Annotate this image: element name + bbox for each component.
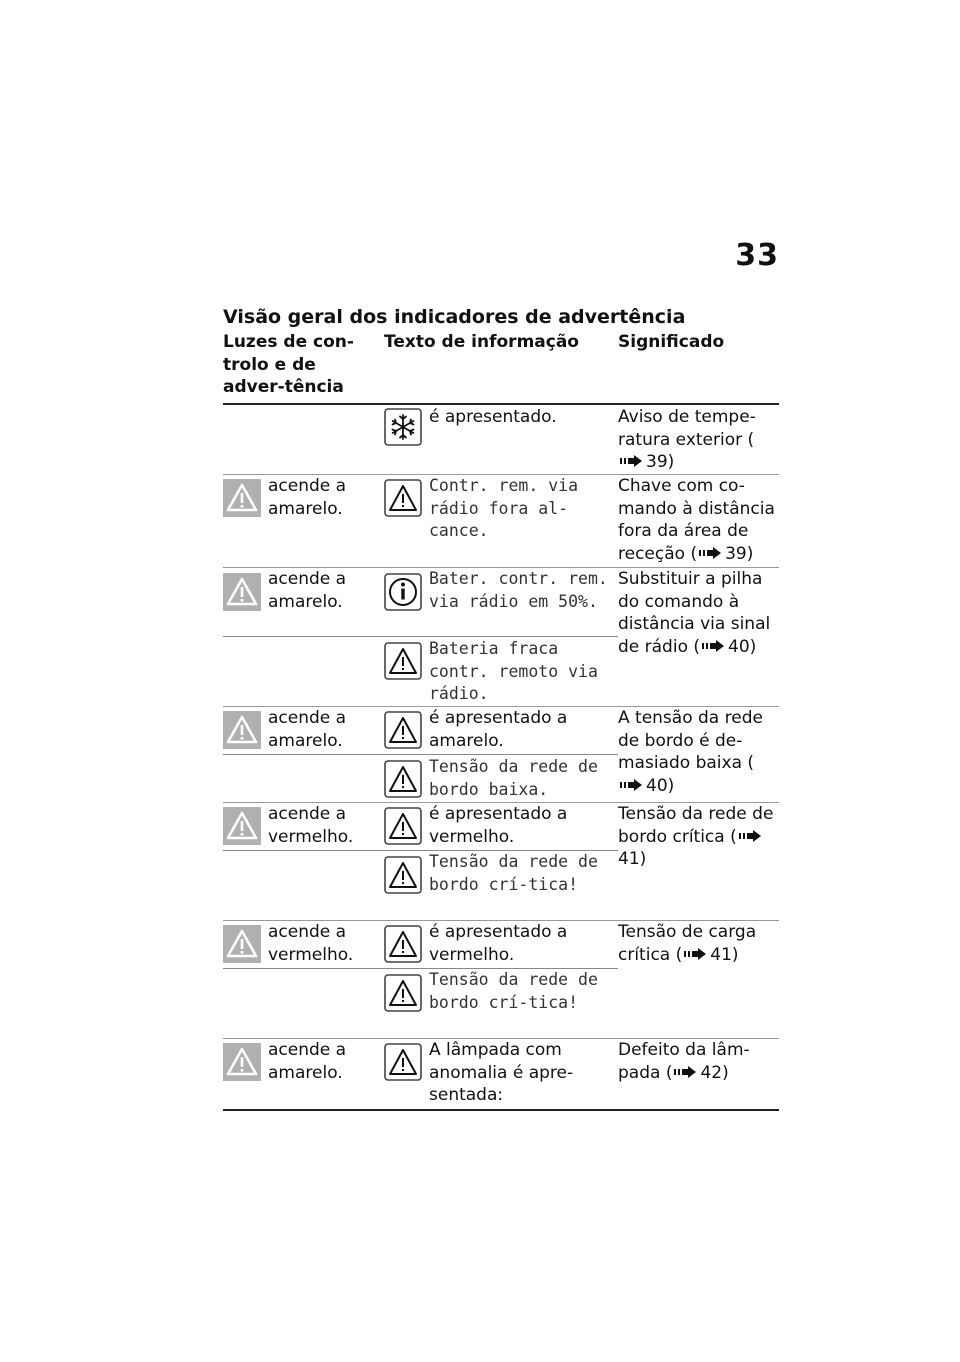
- page-ref: 41): [710, 944, 739, 965]
- page-ref-arrow-icon: [684, 948, 708, 960]
- warning-triangle-icon: [384, 642, 422, 680]
- info-text: é apresentado.: [429, 407, 557, 427]
- lamp-text: acende a amarelo.: [268, 1040, 347, 1083]
- warning-triangle-icon: [384, 925, 422, 963]
- warning-triangle-icon: [384, 760, 422, 798]
- page-ref: 41): [618, 849, 647, 870]
- header-col-lamps: Luzes de con-trolo e de adver-tência: [223, 332, 354, 397]
- warning-lamp-icon: [223, 925, 261, 963]
- page-ref: 40): [646, 775, 675, 796]
- info-text: A lâmpada com anomalia é apre-sentada:: [429, 1040, 574, 1106]
- section-title: Visão geral dos indicadores de advertência: [223, 306, 686, 328]
- meaning-text: Tensão da rede de bordo crítica (41): [618, 804, 774, 870]
- row-subdivider: [223, 754, 618, 755]
- meaning-text: Defeito da lâm-pada ( 42): [618, 1040, 750, 1083]
- meaning-text: Aviso de tempe-ratura exterior (39): [618, 407, 756, 473]
- header-rule: [223, 403, 779, 405]
- lamp-text: acende a vermelho.: [268, 804, 354, 847]
- warning-triangle-icon: [384, 1043, 422, 1081]
- meaning-text: Tensão de carga crítica ( 41): [618, 922, 757, 965]
- info-text: Bater. contr. rem. via rádio em 50%.: [429, 569, 608, 611]
- meaning-text: Chave com co-mando à distância fora da área de receção ( 39): [618, 476, 775, 564]
- warning-triangle-icon: [384, 807, 422, 845]
- info-icon: [384, 573, 422, 611]
- info-text: é apresentado a amarelo.: [429, 708, 568, 751]
- page-ref-arrow-icon: [620, 779, 644, 791]
- header-col-info-text: Texto de informação: [384, 332, 579, 352]
- lamp-text: acende a amarelo.: [268, 476, 347, 519]
- lamp-text: acende a vermelho.: [268, 922, 354, 965]
- page-ref-arrow-icon: [702, 640, 726, 652]
- meaning-text: A tensão da rede de bordo é de-masiado baixa (40): [618, 708, 763, 796]
- page-ref: 42): [700, 1062, 729, 1083]
- warning-lamp-icon: [223, 807, 261, 845]
- page-ref-arrow-icon: [699, 547, 723, 559]
- lamp-text: acende a amarelo.: [268, 708, 347, 751]
- info-text: é apresentado a vermelho.: [429, 922, 568, 965]
- page-ref-arrow-icon: [620, 455, 644, 467]
- warning-lamp-icon: [223, 479, 261, 517]
- page-ref: 40): [728, 636, 757, 657]
- snowflake-icon: [384, 408, 422, 446]
- warning-triangle-icon: [384, 711, 422, 749]
- warning-triangle-icon: [384, 974, 422, 1012]
- warning-triangle-icon: [384, 856, 422, 894]
- page-ref-arrow-icon: [739, 830, 763, 842]
- meaning-text: Substituir a pilha do comando à distância via sinal de rádio ( 40): [618, 569, 771, 657]
- warning-lamp-icon: [223, 573, 261, 611]
- info-text: Contr. rem. via rádio fora al-cance.: [429, 476, 579, 541]
- info-text: é apresentado a vermelho.: [429, 804, 568, 847]
- page-ref-arrow-icon: [674, 1066, 698, 1078]
- info-text-secondary: Tensão da rede de bordo crí-tica!: [429, 852, 598, 894]
- warning-lamp-icon: [223, 1043, 261, 1081]
- page-ref: 39): [725, 543, 754, 564]
- info-text-secondary: Tensão da rede de bordo crí-tica!: [429, 970, 598, 1012]
- info-text-secondary: Bateria fraca contr. remoto via rádio.: [429, 639, 598, 704]
- info-text-secondary: Tensão da rede de bordo baixa.: [429, 757, 598, 799]
- page-number: 33: [735, 238, 779, 273]
- warning-lamp-icon: [223, 711, 261, 749]
- warning-triangle-icon: [384, 479, 422, 517]
- page-ref: 39): [646, 452, 675, 473]
- row-subdivider: [223, 636, 618, 637]
- lamp-text: acende a amarelo.: [268, 569, 347, 612]
- table-bottom-rule: [223, 1109, 779, 1111]
- header-col-meaning: Significado: [618, 332, 725, 352]
